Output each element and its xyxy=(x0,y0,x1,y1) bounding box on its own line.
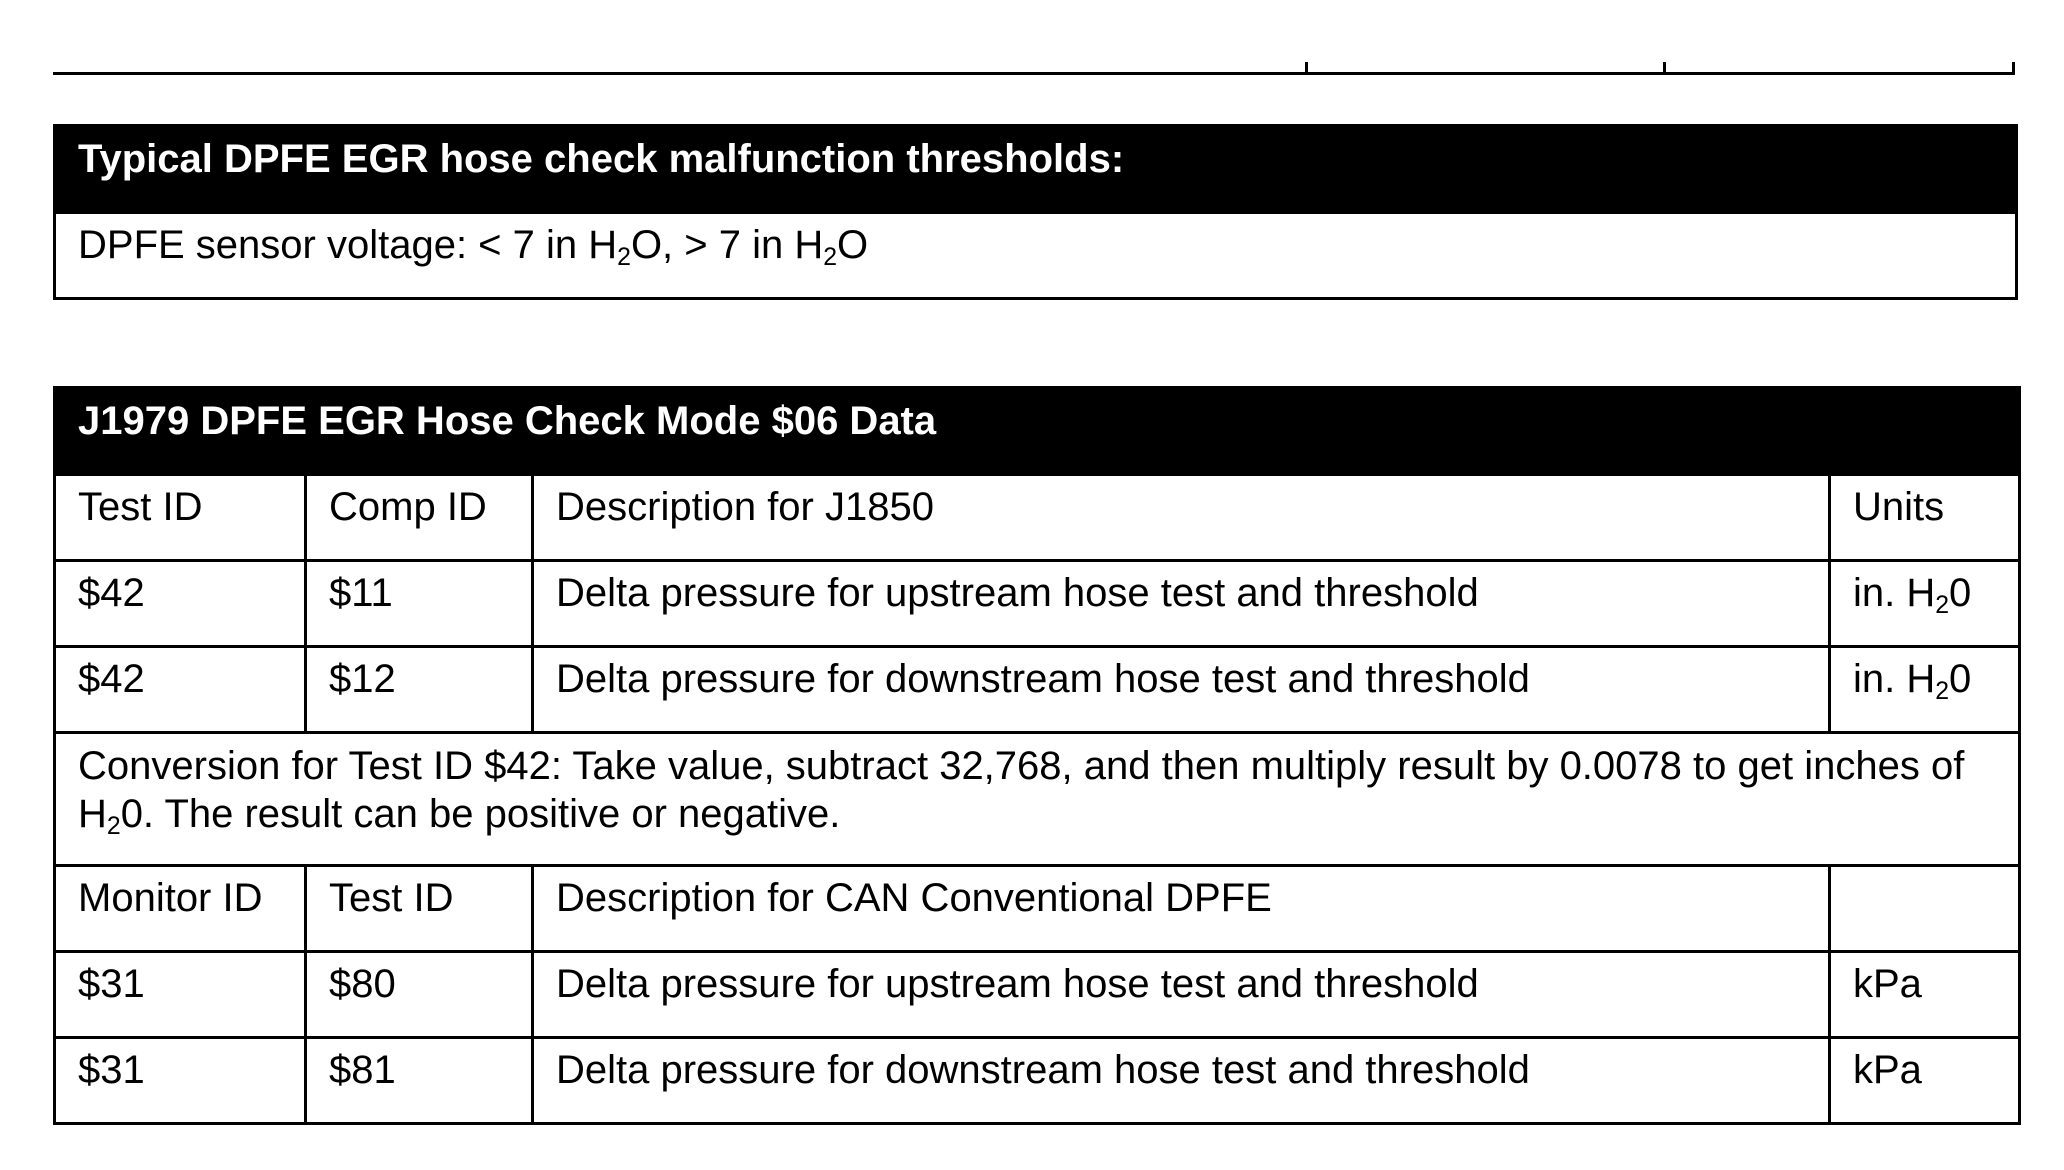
threshold-text-mid: O, > 7 in H xyxy=(630,223,824,267)
previous-table-column-tick xyxy=(2012,62,2015,74)
monitor-id-cell: $31 xyxy=(55,1038,306,1124)
units-prefix: in. H xyxy=(1853,657,1936,701)
conversion-note-subscript: 2 xyxy=(106,812,121,840)
threshold-text-prefix: DPFE sensor voltage: < 7 in H xyxy=(78,223,618,267)
table-row xyxy=(55,647,2020,733)
units-cell: kPa xyxy=(1830,952,2020,1038)
conversion-note xyxy=(55,733,2020,866)
test-id-cell: $42 xyxy=(55,561,306,647)
column-header: Monitor ID xyxy=(55,866,306,952)
description-cell: Delta pressure for downstream hose test and threshold xyxy=(533,1038,1830,1124)
conversion-note-line2-prefix: H xyxy=(78,792,107,836)
can-header-row xyxy=(55,866,2020,952)
conversion-note-line1: Conversion for Test ID $42: Take value, subtract 32,768, and then multiply result by 0.0078 to get inches of xyxy=(78,744,1965,788)
column-header xyxy=(1830,866,2020,952)
threshold-table xyxy=(53,124,2018,300)
previous-table-bottom-border xyxy=(53,72,2015,75)
threshold-subscript: 2 xyxy=(617,243,631,271)
column-header: Units xyxy=(1830,475,2020,561)
threshold-text-suffix: O xyxy=(837,223,869,267)
units-cell xyxy=(1830,647,2020,733)
mode06-table-title: J1979 DPFE EGR Hose Check Mode $06 Data xyxy=(55,388,2020,475)
threshold-table-title: Typical DPFE EGR hose check malfunction thresholds: xyxy=(55,126,2017,213)
threshold-subscript: 2 xyxy=(823,243,838,271)
column-header: Comp ID xyxy=(306,475,533,561)
conversion-note-row xyxy=(55,733,2020,866)
table-row xyxy=(55,561,2020,647)
column-header: Description for J1850 xyxy=(533,475,1830,561)
table-row xyxy=(55,952,2020,1038)
column-header: Description for CAN Conventional DPFE xyxy=(533,866,1830,952)
mode06-table xyxy=(53,386,2021,1125)
column-header: Test ID xyxy=(306,866,533,952)
threshold-row xyxy=(55,213,2017,299)
units-prefix: in. H xyxy=(1853,571,1936,615)
test-id-cell: $80 xyxy=(306,952,533,1038)
monitor-id-cell: $31 xyxy=(55,952,306,1038)
conversion-note-line2-suffix: 0. The result can be positive or negative. xyxy=(120,792,841,836)
description-cell: Delta pressure for upstream hose test and threshold xyxy=(533,952,1830,1038)
units-subscript: 2 xyxy=(1935,677,1950,705)
test-id-cell: $42 xyxy=(55,647,306,733)
units-subscript: 2 xyxy=(1935,591,1950,619)
test-id-cell: $81 xyxy=(306,1038,533,1124)
units-cell xyxy=(1830,561,2020,647)
j1850-header-row xyxy=(55,475,2020,561)
description-cell: Delta pressure for downstream hose test and threshold xyxy=(533,647,1830,733)
units-cell: kPa xyxy=(1830,1038,2020,1124)
previous-table-column-tick xyxy=(1305,62,1308,74)
comp-id-cell: $12 xyxy=(306,647,533,733)
previous-table-column-tick xyxy=(1663,62,1666,74)
description-cell: Delta pressure for upstream hose test and threshold xyxy=(533,561,1830,647)
column-header: Test ID xyxy=(55,475,306,561)
units-suffix: 0 xyxy=(1949,657,1972,701)
table-row xyxy=(55,1038,2020,1124)
units-suffix: 0 xyxy=(1949,571,1972,615)
comp-id-cell: $11 xyxy=(306,561,533,647)
